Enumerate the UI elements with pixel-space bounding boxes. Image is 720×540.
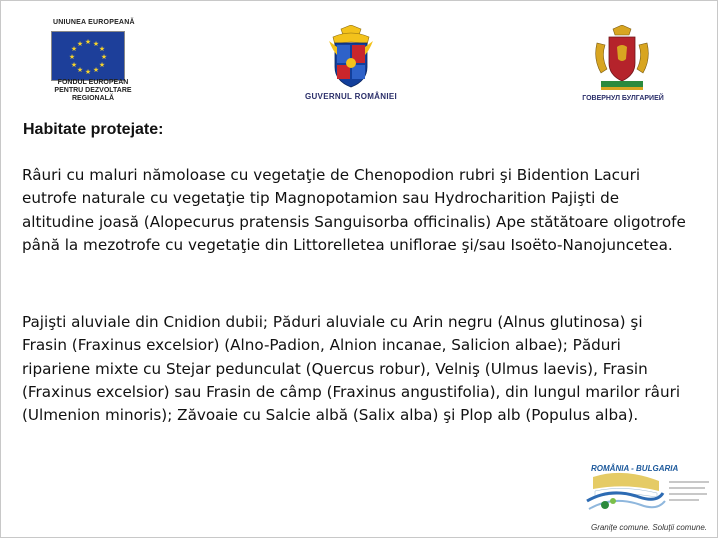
svg-text:★: ★ [76, 40, 84, 48]
romania-government-caption: GUVERNUL ROMÂNIEI [304, 92, 398, 101]
svg-text:★: ★ [70, 45, 78, 53]
svg-text:★: ★ [98, 61, 106, 69]
svg-text:★: ★ [68, 53, 76, 61]
paragraph-habitats-1: Râuri cu maluri nămoloase cu vegetaţie de Chenopodion rubri şi Bidention Lacuri eutrofe naturale cu vegetaţie tip Magnopotamion sau Hydrocharition Pajişti de altitudine joasă (Alopecurus pratensis Sanguisorba officinalis) Ape stătătoare oligotrofe până la mezotrofe cu vegetaţie din Littorelletea uniflorae şi/sau Isoëto-Nanojuncetea. [22, 166, 686, 254]
svg-text:★: ★ [70, 61, 78, 69]
paragraph-habitats-2: Pajişti aluviale din Cnidion dubii; Păduri aluviale cu Arin negru (Alnus glutinosa) şi Frasin (Fraxinus excelsior) (Alno-Padion, Alnion incanae, Salicion albae); Păduri ripariene mixte cu Stejar pedunculat (Quercus robur), Velniş (Ulmus laevis), Frasin (Fraxinus excelsior) sau Frasin de câmp (Fraxinus angustifolia), din lungul marilor râuri (Ulmenion minoris); Zăvoaie cu Salcie albă (Salix alba) şi Plop alb (Populus alba). [22, 313, 681, 425]
eu-label: UNIUNEA EUROPEANĂ [53, 19, 135, 26]
page-title: Habitate protejate: [23, 121, 164, 138]
svg-text:★: ★ [92, 66, 100, 74]
eu-flag-icon [51, 31, 125, 81]
svg-text:★: ★ [100, 53, 108, 61]
program-name-text: ROMÂNIA - BULGARIA [591, 464, 679, 473]
bulgaria-government-caption: ГОВЕРНУЛ БУЛГАРИЕЙ [582, 95, 664, 102]
bulgaria-coat-of-arms-icon [593, 25, 651, 91]
svg-text:★: ★ [84, 38, 92, 46]
svg-text:★: ★ [92, 40, 100, 48]
svg-text:★: ★ [76, 66, 84, 74]
program-tagline: Graniţe comune. Soluţii comune. [590, 523, 708, 532]
erdf-label: FONDUL EUROPEAN PENTRU DEZVOLTARE REGIONALĂ [54, 79, 132, 102]
svg-text:★: ★ [84, 68, 92, 76]
romania-coat-of-arms-icon [327, 25, 375, 89]
svg-text:★: ★ [98, 45, 106, 53]
